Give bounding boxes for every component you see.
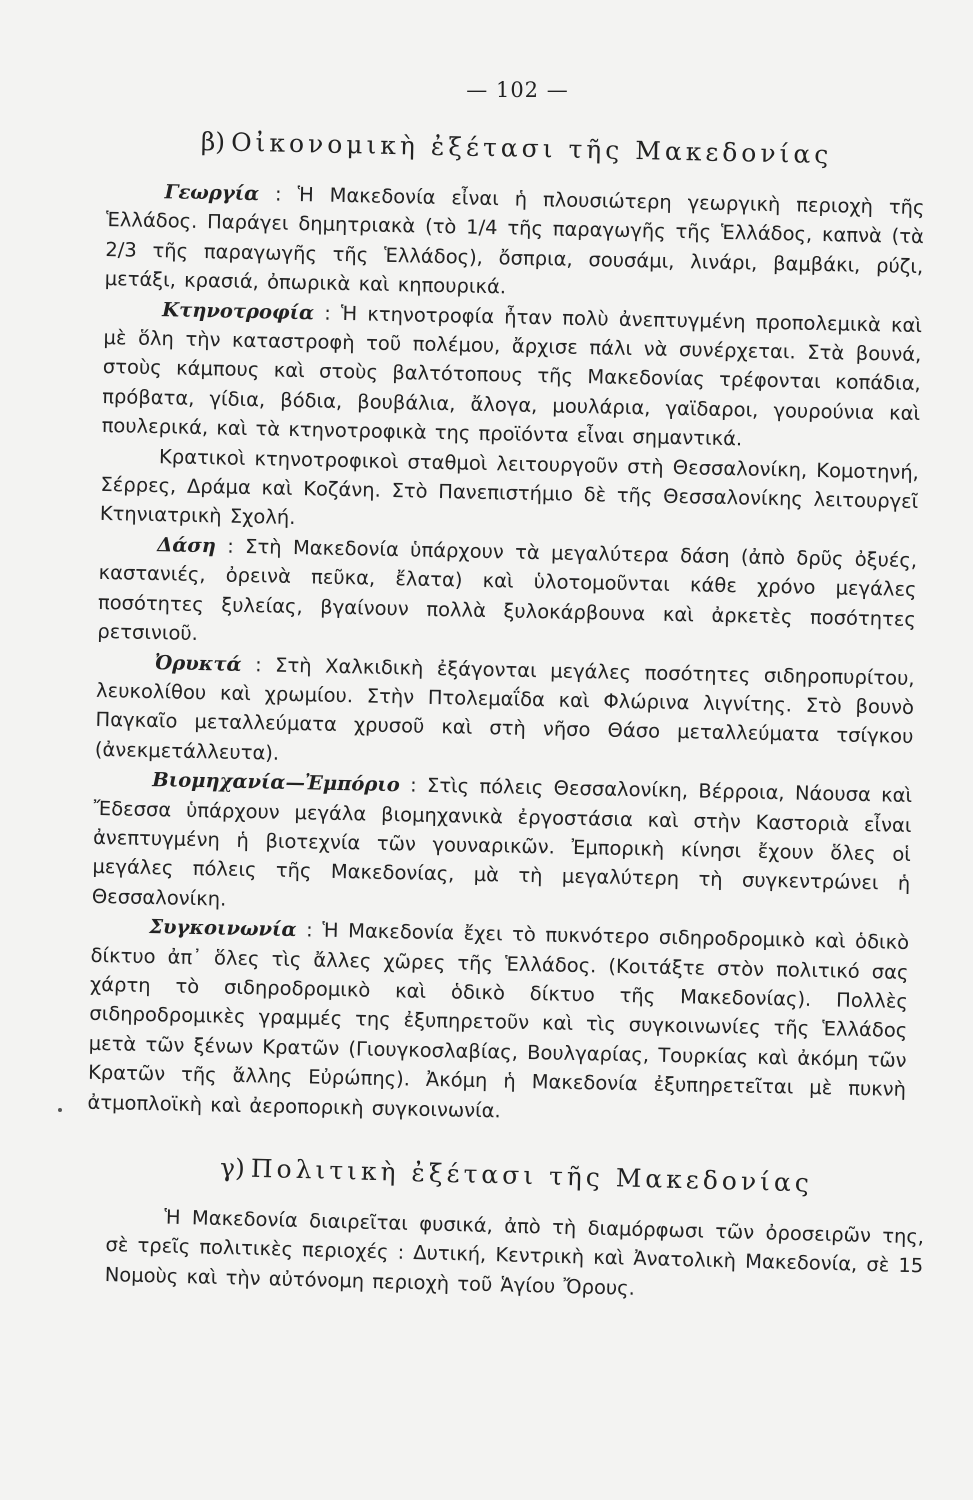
paragraph-text: Ἡ Μακεδονία διαιρεῖται φυσικά, ἀπὸ τὴ διαμόρφωσι τῶν ὀροσειρῶν της, σὲ τρεῖς πολιτικὲς περιοχές : Δυτική, Κεντρικὴ καὶ Ἀνατολικὴ Μακεδονία, σὲ 15 Νομοὺς καὶ τὴν αὐτόνομη περιοχὴ τοῦ Ἁγίου Ὄρους. (104, 1205, 925, 1300)
term-minerals: Ὀρυκτά (154, 650, 242, 676)
term-transport: Συγκοινωνία (148, 915, 297, 942)
paragraph-text: : Στὴ Μακεδονία ὑπάρχουν τὰ μεγαλύτερα δάση (ἀπὸ δρῦς ὀξυές, καστανιές, ὀρεινὰ πεῦκα, ἔλατα) καὶ ὑλοτομοῦνται κάθε χρόνο μεγάλες ποσότητες ξυλείας, βγαίνουν πολλὰ ξυλοκάρβουνα καὶ ἀρκετὲς ποσότητες ρετσινιοῦ. (97, 534, 918, 646)
term-agriculture: Γεωργία (164, 180, 260, 206)
paragraph-text: : Ἡ κτηνοτροφία ἦταν πολὺ ἀνεπτυγμένη προπολεμικὰ καὶ μὲ ὅλη τὴν καταστροφὴ τοῦ πολέμου, ἄρχισε πάλι νὰ συνέρχεται. Στὰ βουνά, στοὺς κάμπους καὶ στοὺς βαλτότοπους τῆς Μακεδονίας τρέφονται κοπάδια, πρόβατα, γίδια, βόδια, βουβάλια, ἄλογα, μουλάρια, γαϊδαροι, γουρούνια καὶ πουλερικά, καὶ τὰ κτηνοτροφικὰ της προϊόντα εἶναι σημαντικά. (101, 300, 923, 451)
section-letter: γ) (219, 1152, 246, 1183)
paragraph-political-division (104, 1201, 924, 1311)
paragraph-text: Κρατικοὶ κτηνοτροφικοὶ σταθμοὶ λειτουργοῦν στὴ Θεσσαλονίκη, Κομοτηνή, Σέρρες, Δράμα καὶ Κοζάνη. Στὸ Πανεπιστήμιο δὲ τῆς Θεσσαλονίκης λειτουργεῖ Κτηνιατρικὴ Σχολή. (99, 444, 920, 530)
paragraph-text: : Στὴ Χαλκιδικὴ ἐξάγονται μεγάλες ποσότητες σιδηροπυρίτου, λευκολίθου καὶ χρωμίου. Στὴν Πτολεμαΐδα καὶ Φλώρινα λιγνίτης. Στὸ βουνὸ Παγκαῖο μεταλλεύματα χρυσοῦ καὶ στὴ νῆσο Θάσο μεταλλεύματα τσίγκου (ἀνεκμετάλλευτα). (94, 652, 915, 765)
section-title (107, 1150, 925, 1200)
paragraph-agriculture (104, 176, 924, 311)
section-title-text: Οἰκονομικὴ ἐξέτασι τῆς Μακεδονίας (230, 127, 833, 170)
paragraph-text: : Στὶς πόλεις Θεσσαλονίκη, Βέρροια, Νάουσα καὶ Ἔδεσσα ὑπάρχουν μεγάλα βιομηχανικὰ ἐργοστάσια καὶ στὴν Καστοριὰ εἶναι ἀνεπτυγμένη ἡ βιοτεχνία τῶν γουναρικῶν. Ἐμπορικὴ κίνησι ἔχουν ὅλες οἱ μεγάλες πόλεις τῆς Μακεδονίας, μὰ τὴ μεγαλύτερη τὴ συγκεντρώνει ἡ Θεσσαλονίκη. (91, 773, 913, 911)
print-dot (58, 1108, 62, 1112)
section-political (104, 1150, 925, 1311)
section-letter: β) (200, 126, 226, 157)
paragraph-text: : Ἡ Μακεδονία ἔχει τὸ πυκνότερο σιδηροδρομικὸ καὶ ὁδικὸ δίκτυο ἀπ᾽ ὅλες τὶς ἄλλες χῶρες τῆς Ἑλλάδος. (Κοιτάξτε στὸν πολιτικό σας χάρτη τὸ σιδηροδρομικὸ καὶ ὁδικὸ δίκτυο τῆς Μακεδονίας). Πολλὲς σιδηροδρομικὲς γραμμές της ἐξυπηρετοῦν καὶ τὶς συγκοινωνίες τῆς Ἑλλάδος μετὰ τῶν ξένων Κρατῶν (Γιουγκοσλαβίας, Βουλγαρίας, Τουρκίας καὶ ἀκόμη τῶν Κρατῶν τῆς ἄλλης Εὐρώπης). Ἀκόμη ἡ Μακεδονία ἐξυπηρετεῖται μὲ πυκνὴ ἀτμοπλοϊκὴ καὶ ἀεροπορικὴ συγκοινωνία. (87, 918, 910, 1123)
paragraph-forests (97, 529, 917, 664)
term-forests: Δάση (156, 533, 217, 558)
paragraph-livestock-stations (100, 441, 920, 546)
section-title-text: Πολιτικὴ ἐξέτασι τῆς Μακεδονίας (250, 1153, 814, 1198)
page-number: — 102 — (466, 78, 569, 102)
section-economic (87, 125, 926, 1134)
term-livestock: Κτηνοτροφία (161, 297, 315, 324)
paragraph-text: : Ἡ Μακεδονία εἶναι ἡ πλουσιώτερη γεωργικὴ περιοχὴ τῆς Ἑλλάδος. Παράγει δημητριακὰ (τὸ 1/4 τῆς παραγωγῆς τῆς Ἑλλάδος, καπνὰ (τὰ 2/3 τῆς παραγωγῆς τῆς Ἑλλάδος), ὄσπρια, σουσάμι, λινάρι, βαμβάκι, ρύζι, μετάξι, κρασιά, ὀπωρικὰ καὶ κηπουρικά. (104, 182, 925, 299)
paragraph-transport (87, 911, 909, 1134)
paragraph-minerals (95, 646, 915, 781)
term-industry-trade: Βιομηχανία—Ἐμπόριο (152, 768, 401, 797)
paragraph-livestock (101, 294, 922, 458)
paragraph-industry-trade (92, 764, 913, 928)
section-title (107, 125, 925, 171)
